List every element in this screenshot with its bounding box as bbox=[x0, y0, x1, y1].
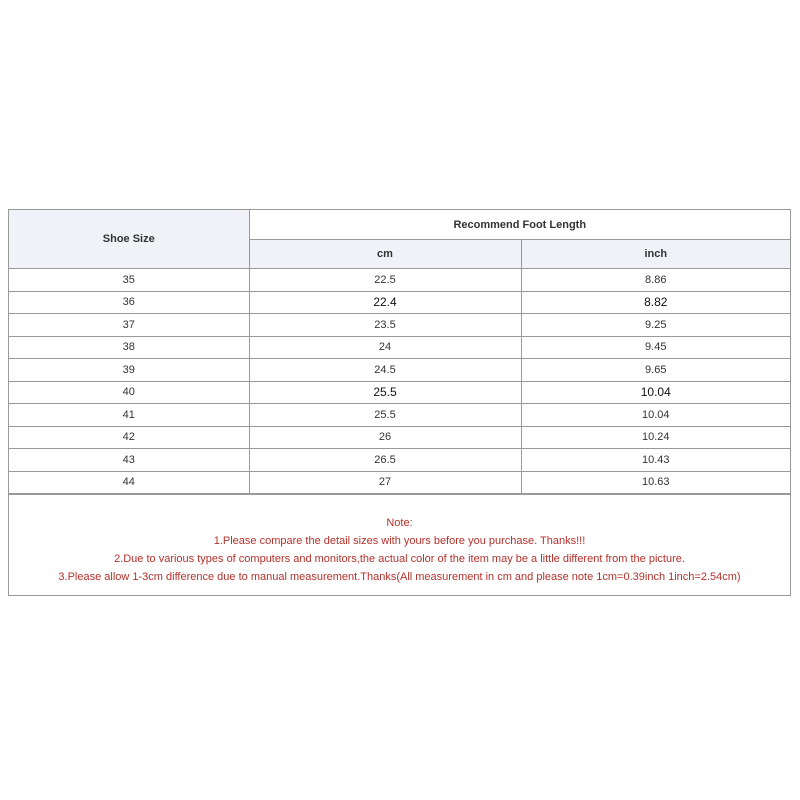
table-row bbox=[9, 291, 790, 314]
cm-cell: 26 bbox=[249, 426, 521, 449]
shoe-size-cell: 39 bbox=[9, 359, 249, 382]
shoe-size-cell: 44 bbox=[9, 471, 249, 494]
inch-header: inch bbox=[521, 240, 790, 269]
inch-cell: 10.04 bbox=[521, 381, 790, 404]
table-row bbox=[9, 471, 790, 494]
cm-cell: 25.5 bbox=[249, 381, 521, 404]
note-line: 2.Due to various types of computers and monitors,the actual color of the item may be a little different from the picture. bbox=[114, 553, 685, 565]
cm-cell: 22.5 bbox=[249, 269, 521, 292]
size-table bbox=[9, 210, 790, 494]
inch-cell: 10.24 bbox=[521, 426, 790, 449]
size-chart bbox=[8, 209, 791, 596]
cm-cell: 26.5 bbox=[249, 449, 521, 472]
note-line: 3.Please allow 1-3cm difference due to manual measurement.Thanks(All measurement in cm and please note 1cm=0.39inch 1inch=2.54cm) bbox=[58, 571, 741, 583]
table-row bbox=[9, 314, 790, 337]
notes-section bbox=[9, 494, 790, 595]
shoe-size-cell: 35 bbox=[9, 269, 249, 292]
cm-cell: 24.5 bbox=[249, 359, 521, 382]
note-line: 1.Please compare the detail sizes with yours before you purchase. Thanks!!! bbox=[213, 535, 586, 547]
table-row bbox=[9, 359, 790, 382]
inch-cell: 8.82 bbox=[521, 291, 790, 314]
shoe-size-header: Shoe Size bbox=[9, 210, 249, 269]
table-row bbox=[9, 449, 790, 472]
cm-header: cm bbox=[249, 240, 521, 269]
foot-length-header: Recommend Foot Length bbox=[249, 210, 790, 240]
table-row bbox=[9, 404, 790, 427]
shoe-size-cell: 38 bbox=[9, 336, 249, 359]
shoe-size-cell: 36 bbox=[9, 291, 249, 314]
table-row bbox=[9, 269, 790, 292]
cm-cell: 23.5 bbox=[249, 314, 521, 337]
note-title: Note: bbox=[386, 517, 413, 529]
table-row bbox=[9, 426, 790, 449]
inch-cell: 9.45 bbox=[521, 336, 790, 359]
cm-cell: 22.4 bbox=[249, 291, 521, 314]
table-row bbox=[9, 381, 790, 404]
inch-cell: 10.63 bbox=[521, 471, 790, 494]
inch-cell: 10.43 bbox=[521, 449, 790, 472]
shoe-size-cell: 43 bbox=[9, 449, 249, 472]
inch-cell: 9.65 bbox=[521, 359, 790, 382]
cm-cell: 27 bbox=[249, 471, 521, 494]
shoe-size-cell: 41 bbox=[9, 404, 249, 427]
shoe-size-cell: 37 bbox=[9, 314, 249, 337]
inch-cell: 9.25 bbox=[521, 314, 790, 337]
inch-cell: 8.86 bbox=[521, 269, 790, 292]
table-row bbox=[9, 336, 790, 359]
cm-cell: 24 bbox=[249, 336, 521, 359]
cm-cell: 25.5 bbox=[249, 404, 521, 427]
inch-cell: 10.04 bbox=[521, 404, 790, 427]
shoe-size-cell: 42 bbox=[9, 426, 249, 449]
shoe-size-cell: 40 bbox=[9, 381, 249, 404]
